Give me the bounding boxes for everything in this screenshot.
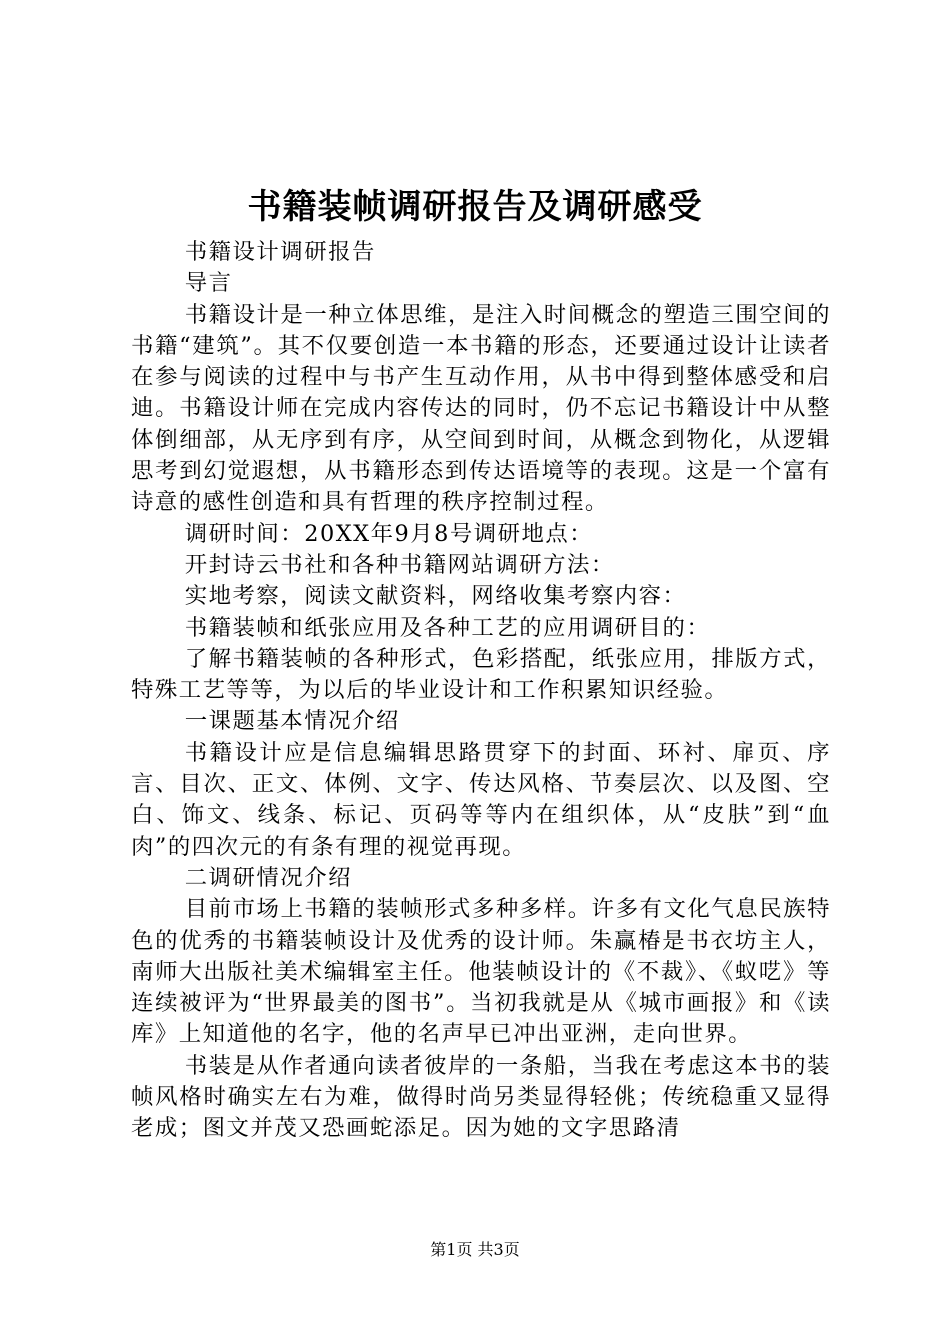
paragraph-research-scope: 书籍装帧和纸张应用及各种工艺的应用调研目的： [184,614,711,641]
paragraph-introduction-heading: 导言 [184,270,233,297]
section-heading-2: 二调研情况介绍 [184,864,352,891]
paragraph-research-purpose: 了解书籍装帧的各种形式，色彩搭配，纸张应用，排版方式，特殊工艺等等，为以后的毕业设计和工作积累知识经验。 [131,645,831,704]
paragraph-section-1-body: 书籍设计应是信息编辑思路贯穿下的封面、环衬、扉页、序言、目次、正文、体例、文字、传达风格、节奏层次、以及图、空白、饰文、线条、标记、页码等等内在组织体，从“皮肤”到“血肉”的四次元的有条有理的视觉再现。 [131,739,831,860]
paragraph-report-heading: 书籍设计调研报告 [184,239,376,265]
paragraph-introduction-body: 书籍设计是一种立体思维，是注入时间概念的塑造三围空间的书籍“建筑”。其不仅要创造一本书籍的形态，还要通过设计让读者在参与阅读的过程中与书产生互动作用，从书中得到整体感受和启迪。书籍设计师在完成内容传达的同时，仍不忘记书籍设计中从整体倒细部，从无序到有序，从空间到时间，从概念到物化，从逻辑思考到幻觉遐想，从书籍形态到传达语境等的表现。这是一个富有诗意的感性创造和具有哲理的秩序控制过程。 [131,301,831,516]
paragraph-research-place: 开封诗云书社和各种书籍网站调研方法： [184,551,615,578]
document-body [131,237,831,1145]
paragraph-research-time: 调研时间：20XX年9月8号调研地点： [184,520,594,547]
document-title: 书籍装帧调研报告及调研感受 [247,187,703,227]
paragraph-research-method: 实地考察，阅读文献资料，网络收集考察内容： [184,583,687,610]
paragraph-section-2-body: 目前市场上书籍的装帧形式多种多样。许多有文化气息民族特色的优秀的书籍装帧设计及优秀的设计师。朱赢椿是书衣坊主人，南师大出版社美术编辑室主任。他装帧设计的《不裁》、《蚁呓》等连续被评为“世界最美的图书”。当初我就是从《城市画报》和《读库》上知道他的名字，他的名声早已冲出亚洲，走向世界。 [131,896,831,1048]
page-number-footer: 第1页 共3页 [430,1240,520,1259]
paragraph-section-2-continued: 书装是从作者通向读者彼岸的一条船，当我在考虑这本书的装帧风格时确实左右为难，做得时尚另类显得轻佻；传统稳重又显得老成；图文并茂又恐画蛇添足。因为她的文字思路清 [131,1052,831,1142]
section-heading-1: 一课题基本情况介绍 [184,708,400,735]
